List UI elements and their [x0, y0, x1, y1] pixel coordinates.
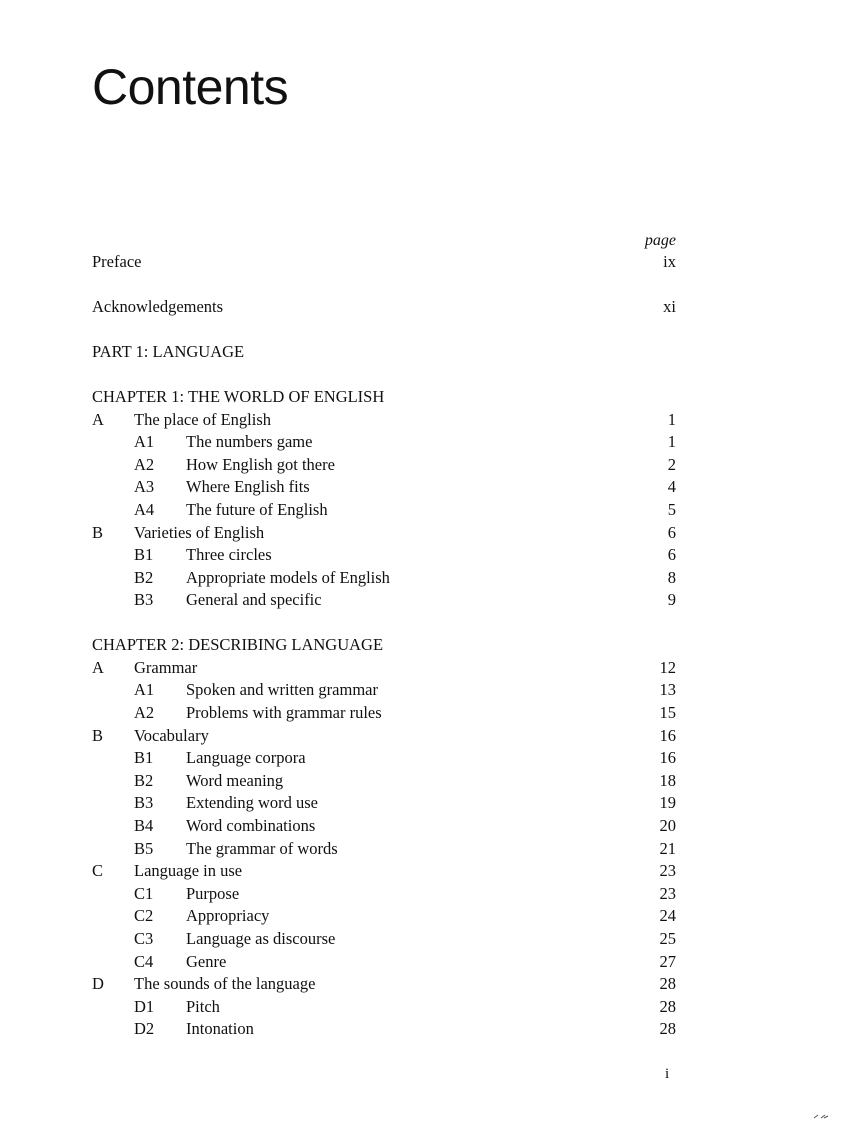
- subsection-page: 16: [659, 748, 676, 768]
- subsection-label: D1: [134, 996, 155, 1016]
- section-letter: B: [92, 725, 104, 745]
- subsection-title: The numbers game: [186, 432, 313, 452]
- part-heading: [92, 341, 676, 364]
- section-letter: A: [92, 409, 104, 429]
- subsection-label: B4: [134, 816, 154, 836]
- subsection-label: B5: [134, 838, 154, 858]
- toc-subsection[interactable]: [92, 905, 676, 928]
- subsection-label: C4: [134, 951, 154, 971]
- toc-section[interactable]: [92, 657, 676, 680]
- subsection-label: D2: [134, 1019, 155, 1039]
- section-page: 28: [659, 974, 676, 994]
- toc-entry-preface[interactable]: [92, 251, 676, 274]
- subsection-page: 9: [667, 590, 676, 610]
- subsection-page: 2: [667, 454, 676, 474]
- subsection-title: The future of English: [186, 499, 328, 519]
- footer-page-number: i: [665, 1066, 670, 1082]
- section-letter: A: [92, 657, 104, 677]
- subsection-title: Appropriate models of English: [186, 567, 390, 587]
- chapter-title: CHAPTER 1: THE WORLD OF ENGLISH: [92, 386, 385, 406]
- subsection-label: B1: [134, 545, 154, 565]
- subsection-page: 1: [667, 432, 676, 452]
- chapter-title: CHAPTER 2: DESCRIBING LANGUAGE: [92, 635, 384, 655]
- subsection-label: B3: [134, 793, 154, 813]
- section-page: 16: [659, 725, 676, 745]
- subsection-title: Pitch: [186, 996, 220, 1016]
- subsection-page: 5: [667, 499, 676, 519]
- chapter-heading[interactable]: [92, 634, 676, 657]
- subsection-page: 28: [659, 996, 676, 1016]
- subsection-title: Three circles: [186, 545, 272, 565]
- subsection-title: General and specific: [186, 590, 322, 610]
- toc-section[interactable]: [92, 409, 676, 432]
- section-letter: B: [92, 522, 104, 542]
- toc-subsection[interactable]: [92, 792, 676, 815]
- toc-entry-title: Acknowledgements: [92, 296, 224, 316]
- subsection-page: 13: [659, 680, 676, 700]
- toc-subsection[interactable]: [92, 431, 676, 454]
- toc-subsection[interactable]: [92, 679, 676, 702]
- subsection-title: Intonation: [186, 1019, 254, 1039]
- subsection-label: B1: [134, 748, 154, 768]
- subsection-title: Word combinations: [186, 816, 316, 836]
- section-title: Vocabulary: [134, 725, 209, 745]
- subsection-title: Appropriacy: [186, 906, 270, 926]
- toc-subsection[interactable]: [92, 1018, 676, 1041]
- subsection-title: Problems with grammar rules: [186, 703, 382, 723]
- section-page: 23: [659, 861, 676, 881]
- section-page: 12: [659, 657, 676, 677]
- subsection-label: A4: [134, 499, 155, 519]
- subsection-label: B3: [134, 590, 154, 610]
- subsection-title: How English got there: [186, 454, 335, 474]
- toc-subsection[interactable]: [92, 928, 676, 951]
- toc-subsection[interactable]: [92, 883, 676, 906]
- subsection-title: Genre: [186, 951, 227, 971]
- toc-subsection[interactable]: [92, 589, 676, 612]
- toc-entry-title: Preface: [92, 252, 142, 271]
- subsection-page: 28: [659, 1019, 676, 1039]
- chapter-list: [92, 386, 676, 1041]
- toc-section[interactable]: [92, 522, 676, 545]
- toc-section[interactable]: [92, 860, 676, 883]
- subsection-label: A1: [134, 432, 155, 452]
- toc-entry-page: ix: [663, 252, 676, 271]
- subsection-page: 6: [667, 545, 676, 565]
- toc-subsection[interactable]: [92, 476, 676, 499]
- subsection-label: A2: [134, 454, 155, 474]
- toc-subsection[interactable]: [92, 702, 676, 725]
- section-letter: C: [92, 861, 104, 881]
- scan-specks: [810, 1112, 832, 1120]
- subsection-label: B2: [134, 567, 154, 587]
- page-column-label: page: [644, 232, 676, 249]
- section-title: Grammar: [134, 657, 198, 677]
- subsection-label: C3: [134, 929, 154, 948]
- toc-subsection[interactable]: [92, 996, 676, 1019]
- subsection-label: B2: [134, 770, 154, 790]
- subsection-page: 27: [659, 951, 676, 971]
- toc-subsection[interactable]: [92, 544, 676, 567]
- toc-entry-page: xi: [663, 296, 676, 316]
- toc-subsection[interactable]: [92, 951, 676, 974]
- page-title: Contents: [92, 59, 289, 115]
- toc-subsection[interactable]: [92, 454, 676, 477]
- section-letter: D: [92, 974, 104, 994]
- subsection-page: 19: [659, 793, 676, 813]
- chapter-heading[interactable]: [92, 386, 676, 409]
- subsection-title: Extending word use: [186, 793, 318, 813]
- subsection-label: A1: [134, 680, 155, 700]
- toc-subsection[interactable]: [92, 567, 676, 590]
- subsection-page: 8: [667, 567, 676, 587]
- subsection-page: 15: [659, 703, 676, 723]
- section-title: The place of English: [134, 409, 271, 429]
- subsection-title: Language as discourse: [186, 929, 336, 948]
- toc-subsection[interactable]: [92, 815, 676, 838]
- subsection-title: Purpose: [186, 883, 240, 903]
- table-of-contents: [92, 232, 676, 1041]
- section-page: 6: [667, 522, 676, 542]
- toc-subsection[interactable]: [92, 499, 676, 522]
- section-title: Language in use: [134, 861, 243, 881]
- toc-section[interactable]: [92, 725, 676, 748]
- subsection-title: Where English fits: [186, 477, 310, 497]
- subsection-title: The grammar of words: [186, 838, 338, 858]
- toc-entry-acknowledgements[interactable]: [92, 296, 676, 319]
- subsection-label: C2: [134, 906, 154, 926]
- subsection-page: 20: [659, 816, 676, 836]
- subsection-page: 21: [659, 838, 676, 858]
- subsection-page: 23: [659, 883, 676, 903]
- part-title: PART 1: LANGUAGE: [92, 341, 245, 361]
- section-title: The sounds of the language: [134, 974, 316, 994]
- section-page: 1: [667, 409, 676, 429]
- toc-subsection[interactable]: [92, 770, 676, 793]
- subsection-title: Spoken and written grammar: [186, 680, 378, 700]
- toc-section[interactable]: [92, 973, 676, 996]
- subsection-page: 18: [659, 770, 676, 790]
- subsection-page: 4: [667, 477, 676, 497]
- toc-subsection[interactable]: [92, 838, 676, 861]
- subsection-label: A3: [134, 477, 155, 497]
- subsection-page: 24: [659, 906, 676, 926]
- subsection-title: Word meaning: [186, 770, 284, 790]
- subsection-page: 25: [659, 929, 676, 948]
- subsection-label: C1: [134, 883, 154, 903]
- section-title: Varieties of English: [134, 522, 265, 542]
- toc-subsection[interactable]: [92, 747, 676, 770]
- subsection-label: A2: [134, 703, 155, 723]
- subsection-title: Language corpora: [186, 748, 306, 768]
